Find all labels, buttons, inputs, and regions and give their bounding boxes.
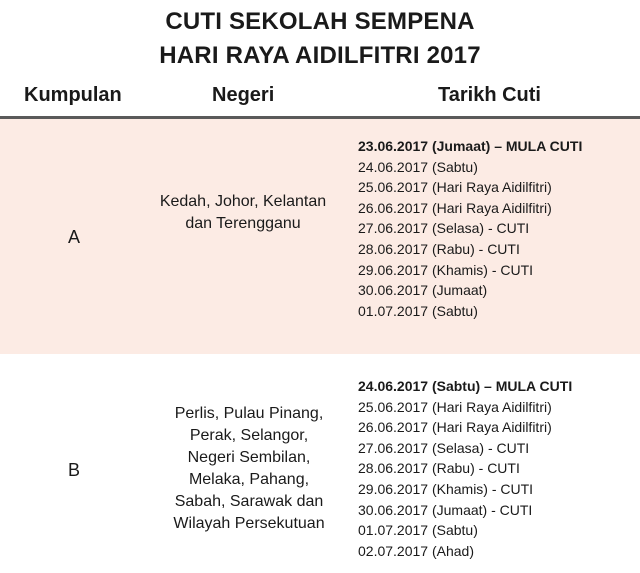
date-line-start: 23.06.2017 (Jumaat) – MULA CUTI [358,138,583,154]
date-line: 27.06.2017 (Selasa) - CUTI [358,220,530,237]
table-header [0,82,640,112]
date-line: 01.07.2017 (Sabtu) [358,302,478,319]
date-line-start: 24.06.2017 (Sabtu) – MULA CUTI [358,378,573,394]
header-negeri: Negeri [212,84,275,106]
group-label-b: B [67,460,80,480]
date-line: 26.06.2017 (Hari Raya Aidilfitri) [358,419,552,436]
date-line: 26.06.2017 (Hari Raya Aidilfitri) [358,199,552,216]
group-label-a: A [67,227,80,247]
dates-a [358,136,582,321]
state-line: Perlis, Pulau Pinang, [174,405,324,422]
title-line-1: CUTI SEKOLAH SEMPENA [165,8,475,35]
table-row-a [0,119,640,354]
date-line: 29.06.2017 (Khamis) - CUTI [358,261,534,278]
date-line: 02.07.2017 (Ahad) [358,542,474,559]
state-line: Kedah, Johor, Kelantan [159,193,327,210]
state-line: Sabah, Sarawak dan [174,493,324,510]
dates-b [358,376,572,561]
date-line: 24.06.2017 (Sabtu) [358,158,478,175]
date-line: 30.06.2017 (Jumaat) [358,282,488,299]
state-line: dan Terengganu [185,215,301,232]
states-b [144,403,354,535]
header-kumpulan: Kumpulan [24,84,122,106]
title-line-2: HARI RAYA AIDILFITRI 2017 [159,42,481,69]
date-line: 29.06.2017 (Khamis) - CUTI [358,480,534,497]
date-line: 28.06.2017 (Rabu) - CUTI [358,240,520,257]
date-line: 01.07.2017 (Sabtu) [358,522,478,539]
state-line: Melaka, Pahang, [188,471,310,488]
date-line: 27.06.2017 (Selasa) - CUTI [358,439,530,456]
states-a [138,191,348,235]
state-line: Perak, Selangor, [189,427,309,444]
state-line: Wilayah Persekutuan [173,515,325,532]
header-tarikh-cuti: Tarikh Cuti [438,84,541,106]
date-line: 28.06.2017 (Rabu) - CUTI [358,460,520,477]
date-line: 25.06.2017 (Hari Raya Aidilfitri) [358,398,552,415]
table-row-b [0,354,640,573]
date-line: 30.06.2017 (Jumaat) - CUTI [358,501,533,518]
date-line: 25.06.2017 (Hari Raya Aidilfitri) [358,179,552,196]
state-line: Negeri Sembilan, [187,449,311,466]
